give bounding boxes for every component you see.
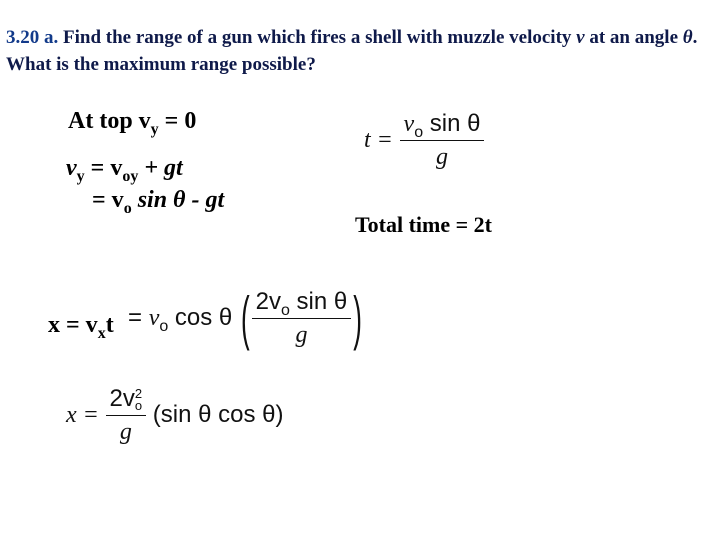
x-label-a: x = v xyxy=(48,312,98,338)
sin-gt-term: sin θ - gt xyxy=(131,187,225,213)
x-eq2-denominator xyxy=(106,416,147,446)
x-eq2-num-sup: 2 xyxy=(134,385,143,401)
time-lhs: t = xyxy=(364,126,393,153)
step-at-top-label: At top v xyxy=(68,108,151,134)
problem-text-part1: Find the range of a gun which fires a shell with muzzle velocity xyxy=(63,27,577,48)
voy-symbol: = v xyxy=(84,155,123,181)
vo-sub: o xyxy=(123,200,132,217)
x-eq2-rhs: (sin θ cos θ) xyxy=(152,400,284,428)
x-eq2-den: g xyxy=(119,419,132,445)
x-eq1-numerator xyxy=(252,288,352,319)
x-eq2-numerator xyxy=(106,385,147,416)
time-num-v: v xyxy=(403,111,415,137)
x-equation-2 xyxy=(66,385,284,446)
x-eq1-v-sub: o xyxy=(159,317,169,335)
x-eq1-fraction xyxy=(252,288,352,349)
problem-angle-symbol: θ xyxy=(682,27,693,48)
time-denominator xyxy=(400,141,485,171)
time-num-rest: sin θ xyxy=(423,110,481,137)
vy-sub: y xyxy=(76,168,85,185)
x-eq1-num-sub: o xyxy=(280,302,290,319)
x-label-b: t xyxy=(105,312,114,338)
step-velocity-eq xyxy=(66,155,183,185)
time-num-sub: o xyxy=(414,124,424,141)
x-eq1-den: g xyxy=(295,322,308,348)
time-equation xyxy=(364,110,484,171)
problem-velocity-symbol: v xyxy=(576,27,585,48)
problem-number: 3.20 a. xyxy=(6,27,59,48)
step-at-top xyxy=(68,108,197,138)
x-eq1-equals: = xyxy=(128,303,143,331)
time-fraction xyxy=(400,110,485,171)
x-label xyxy=(48,312,114,342)
left-paren: ( xyxy=(240,282,250,352)
x-eq2-num-coef: 2v xyxy=(109,385,135,412)
gt-term: + gt xyxy=(138,155,183,181)
time-numerator xyxy=(400,110,485,141)
right-paren: ) xyxy=(353,282,362,352)
x-eq2-num-sub: o xyxy=(134,397,143,413)
x-eq1-num-rest: sin θ xyxy=(289,288,348,315)
step-at-top-sub: y xyxy=(150,121,159,138)
x-eq1-denominator xyxy=(252,319,352,349)
x-eq1-num-coef: 2v xyxy=(255,288,281,315)
vy-symbol: v xyxy=(66,155,77,181)
step-at-top-rest: = 0 xyxy=(158,108,197,134)
x-eq2-fraction xyxy=(106,385,147,446)
x-eq1-v: v xyxy=(148,304,160,331)
x-equation-1 xyxy=(128,282,364,352)
total-time: Total time = 2t xyxy=(355,212,492,237)
time-den-g: g xyxy=(436,144,449,170)
vo-symbol: = v xyxy=(92,187,124,213)
voy-sub: oy xyxy=(122,168,139,185)
problem-text-part2: at an angle xyxy=(584,27,683,48)
x-eq2-lhs: x = xyxy=(66,401,99,428)
problem-statement xyxy=(6,24,714,78)
x-label-sub: x xyxy=(97,325,106,342)
x-eq1-cos: cos θ xyxy=(168,303,233,331)
problem-text-part3: . What is the maximum range possible? xyxy=(6,27,698,75)
step-velocity-expanded xyxy=(92,187,225,217)
